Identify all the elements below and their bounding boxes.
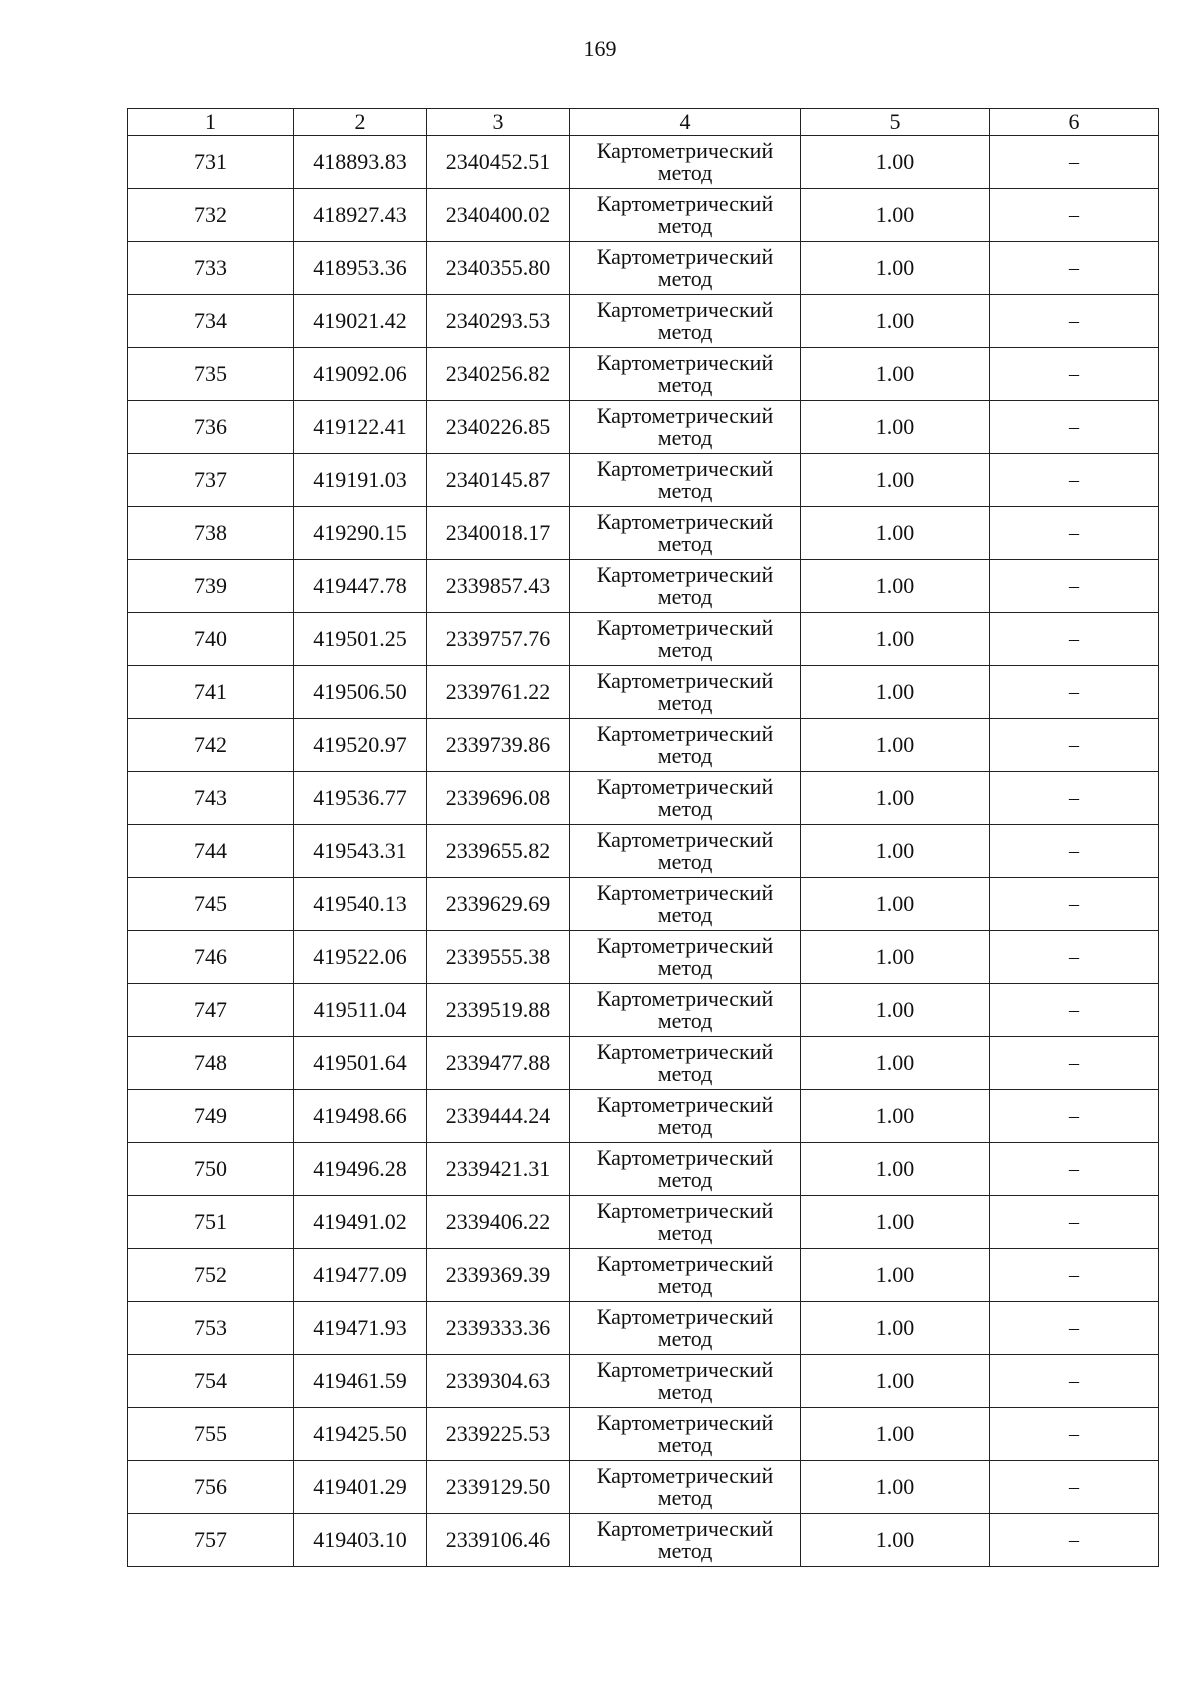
x-coordinate-cell: 419522.06	[294, 931, 427, 984]
method-text-line1: Картометрический	[596, 1516, 774, 1541]
note-cell: –	[990, 1143, 1159, 1196]
accuracy-cell: 1.00	[801, 1302, 990, 1355]
point-number-cell: 733	[128, 242, 294, 295]
accuracy-cell: 1.00	[801, 1355, 990, 1408]
method-text-line1: Картометрический	[596, 1463, 774, 1488]
method-text-line1: Картометрический	[596, 1092, 774, 1117]
x-coordinate-cell: 419122.41	[294, 401, 427, 454]
table-row	[128, 984, 1159, 1037]
point-number-cell: 755	[128, 1408, 294, 1461]
method-cell	[570, 507, 801, 560]
column-header: 3	[427, 109, 570, 136]
accuracy-cell: 1.00	[801, 1196, 990, 1249]
x-coordinate-cell: 419536.77	[294, 772, 427, 825]
table-row	[128, 1196, 1159, 1249]
method-text-line2: метод	[657, 1273, 713, 1298]
method-text-line1: Картометрический	[596, 297, 774, 322]
note-cell: –	[990, 189, 1159, 242]
y-coordinate-cell: 2339304.63	[427, 1355, 570, 1408]
note-cell: –	[990, 1090, 1159, 1143]
y-coordinate-cell: 2339696.08	[427, 772, 570, 825]
y-coordinate-cell: 2340400.02	[427, 189, 570, 242]
method-text-line2: метод	[657, 1008, 713, 1033]
y-coordinate-cell: 2340145.87	[427, 454, 570, 507]
method-text-line1: Картометрический	[596, 1039, 774, 1064]
accuracy-cell: 1.00	[801, 666, 990, 719]
y-coordinate-cell: 2339757.76	[427, 613, 570, 666]
table-row	[128, 1249, 1159, 1302]
method-cell	[570, 666, 801, 719]
y-coordinate-cell: 2339555.38	[427, 931, 570, 984]
table-row	[128, 1090, 1159, 1143]
accuracy-cell: 1.00	[801, 507, 990, 560]
note-cell: –	[990, 295, 1159, 348]
x-coordinate-cell: 419447.78	[294, 560, 427, 613]
x-coordinate-cell: 419471.93	[294, 1302, 427, 1355]
note-cell: –	[990, 719, 1159, 772]
method-text-line2: метод	[657, 584, 713, 609]
method-text-line2: метод	[657, 849, 713, 874]
x-coordinate-cell: 418953.36	[294, 242, 427, 295]
method-cell	[570, 1090, 801, 1143]
point-number-cell: 742	[128, 719, 294, 772]
note-cell: –	[990, 1355, 1159, 1408]
point-number-cell: 740	[128, 613, 294, 666]
point-number-cell: 751	[128, 1196, 294, 1249]
method-text-line2: метод	[657, 319, 713, 344]
table-row	[128, 507, 1159, 560]
method-cell	[570, 454, 801, 507]
method-cell	[570, 1037, 801, 1090]
note-cell: –	[990, 560, 1159, 613]
point-number-cell: 731	[128, 136, 294, 189]
method-cell	[570, 560, 801, 613]
table-row	[128, 878, 1159, 931]
x-coordinate-cell: 419506.50	[294, 666, 427, 719]
table-row	[128, 772, 1159, 825]
point-number-cell: 741	[128, 666, 294, 719]
accuracy-cell: 1.00	[801, 1249, 990, 1302]
accuracy-cell: 1.00	[801, 560, 990, 613]
y-coordinate-cell: 2339406.22	[427, 1196, 570, 1249]
point-number-cell: 749	[128, 1090, 294, 1143]
y-coordinate-cell: 2339421.31	[427, 1143, 570, 1196]
y-coordinate-cell: 2340355.80	[427, 242, 570, 295]
x-coordinate-cell: 419540.13	[294, 878, 427, 931]
note-cell: –	[990, 984, 1159, 1037]
note-cell: –	[990, 136, 1159, 189]
accuracy-cell: 1.00	[801, 454, 990, 507]
accuracy-cell: 1.00	[801, 295, 990, 348]
method-text-line2: метод	[657, 1114, 713, 1139]
coordinates-table	[127, 108, 1159, 1567]
point-number-cell: 739	[128, 560, 294, 613]
method-cell	[570, 348, 801, 401]
table-row	[128, 1461, 1159, 1514]
y-coordinate-cell: 2340018.17	[427, 507, 570, 560]
method-text-line1: Картометрический	[596, 1357, 774, 1382]
method-text-line1: Картометрический	[596, 562, 774, 587]
accuracy-cell: 1.00	[801, 825, 990, 878]
method-text-line2: метод	[657, 1379, 713, 1404]
y-coordinate-cell: 2339519.88	[427, 984, 570, 1037]
note-cell: –	[990, 613, 1159, 666]
accuracy-cell: 1.00	[801, 1090, 990, 1143]
point-number-cell: 732	[128, 189, 294, 242]
table-row	[128, 560, 1159, 613]
x-coordinate-cell: 418893.83	[294, 136, 427, 189]
method-text-line2: метод	[657, 1061, 713, 1086]
method-text-line2: метод	[657, 213, 713, 238]
accuracy-cell: 1.00	[801, 1143, 990, 1196]
accuracy-cell: 1.00	[801, 984, 990, 1037]
point-number-cell: 735	[128, 348, 294, 401]
page-number: 169	[583, 36, 617, 61]
point-number-cell: 747	[128, 984, 294, 1037]
y-coordinate-cell: 2339655.82	[427, 825, 570, 878]
column-header: 1	[128, 109, 294, 136]
table-body	[128, 136, 1159, 1567]
column-header: 2	[294, 109, 427, 136]
point-number-cell: 745	[128, 878, 294, 931]
note-cell: –	[990, 1461, 1159, 1514]
x-coordinate-cell: 419491.02	[294, 1196, 427, 1249]
x-coordinate-cell: 419401.29	[294, 1461, 427, 1514]
table-row	[128, 348, 1159, 401]
y-coordinate-cell: 2339333.36	[427, 1302, 570, 1355]
note-cell: –	[990, 1302, 1159, 1355]
method-cell	[570, 1143, 801, 1196]
column-header: 5	[801, 109, 990, 136]
method-text-line1: Картометрический	[596, 138, 774, 163]
x-coordinate-cell: 418927.43	[294, 189, 427, 242]
method-cell	[570, 931, 801, 984]
method-text-line2: метод	[657, 160, 713, 185]
point-number-cell: 757	[128, 1514, 294, 1567]
method-text-line1: Картометрический	[596, 1198, 774, 1223]
y-coordinate-cell: 2339629.69	[427, 878, 570, 931]
method-text-line2: метод	[657, 1432, 713, 1457]
x-coordinate-cell: 419511.04	[294, 984, 427, 1037]
point-number-cell: 750	[128, 1143, 294, 1196]
point-number-cell: 743	[128, 772, 294, 825]
method-text-line1: Картометрический	[596, 1410, 774, 1435]
method-text-line2: метод	[657, 955, 713, 980]
method-text-line2: метод	[657, 743, 713, 768]
note-cell: –	[990, 1249, 1159, 1302]
accuracy-cell: 1.00	[801, 136, 990, 189]
x-coordinate-cell: 419543.31	[294, 825, 427, 878]
method-text-line1: Картометрический	[596, 880, 774, 905]
point-number-cell: 752	[128, 1249, 294, 1302]
table-row	[128, 1037, 1159, 1090]
y-coordinate-cell: 2340226.85	[427, 401, 570, 454]
y-coordinate-cell: 2339225.53	[427, 1408, 570, 1461]
x-coordinate-cell: 419461.59	[294, 1355, 427, 1408]
table-row	[128, 719, 1159, 772]
method-text-line1: Картометрический	[596, 721, 774, 746]
table-row	[128, 189, 1159, 242]
table-row	[128, 1143, 1159, 1196]
method-cell	[570, 878, 801, 931]
x-coordinate-cell: 419498.66	[294, 1090, 427, 1143]
note-cell: –	[990, 931, 1159, 984]
point-number-cell: 753	[128, 1302, 294, 1355]
table-row	[128, 136, 1159, 189]
method-text-line1: Картометрический	[596, 668, 774, 693]
method-text-line1: Картометрический	[596, 1145, 774, 1170]
method-text-line1: Картометрический	[596, 191, 774, 216]
y-coordinate-cell: 2339761.22	[427, 666, 570, 719]
note-cell: –	[990, 825, 1159, 878]
table-row	[128, 454, 1159, 507]
accuracy-cell: 1.00	[801, 772, 990, 825]
accuracy-cell: 1.00	[801, 878, 990, 931]
x-coordinate-cell: 419496.28	[294, 1143, 427, 1196]
note-cell: –	[990, 1408, 1159, 1461]
method-text-line2: метод	[657, 902, 713, 927]
table-row	[128, 1302, 1159, 1355]
note-cell: –	[990, 348, 1159, 401]
point-number-cell: 754	[128, 1355, 294, 1408]
method-text-line2: метод	[657, 690, 713, 715]
method-text-line1: Картометрический	[596, 403, 774, 428]
y-coordinate-cell: 2339739.86	[427, 719, 570, 772]
x-coordinate-cell: 419191.03	[294, 454, 427, 507]
column-header: 6	[990, 109, 1159, 136]
method-cell	[570, 1461, 801, 1514]
table-row	[128, 1355, 1159, 1408]
x-coordinate-cell: 419425.50	[294, 1408, 427, 1461]
table-row	[128, 666, 1159, 719]
header-row	[128, 109, 1159, 136]
method-text-line1: Картометрический	[596, 827, 774, 852]
method-text-line1: Картометрический	[596, 244, 774, 269]
method-text-line2: метод	[657, 1167, 713, 1192]
y-coordinate-cell: 2339857.43	[427, 560, 570, 613]
table-row	[128, 613, 1159, 666]
method-text-line1: Картометрический	[596, 1251, 774, 1276]
point-number-cell: 736	[128, 401, 294, 454]
method-cell	[570, 1302, 801, 1355]
y-coordinate-cell: 2340452.51	[427, 136, 570, 189]
y-coordinate-cell: 2339369.39	[427, 1249, 570, 1302]
note-cell: –	[990, 1514, 1159, 1567]
note-cell: –	[990, 666, 1159, 719]
y-coordinate-cell: 2339477.88	[427, 1037, 570, 1090]
accuracy-cell: 1.00	[801, 401, 990, 454]
table-row	[128, 1408, 1159, 1461]
note-cell: –	[990, 454, 1159, 507]
method-text-line2: метод	[657, 1485, 713, 1510]
accuracy-cell: 1.00	[801, 1037, 990, 1090]
y-coordinate-cell: 2339444.24	[427, 1090, 570, 1143]
method-text-line1: Картометрический	[596, 456, 774, 481]
x-coordinate-cell: 419477.09	[294, 1249, 427, 1302]
method-text-line2: метод	[657, 372, 713, 397]
method-text-line2: метод	[657, 1220, 713, 1245]
accuracy-cell: 1.00	[801, 189, 990, 242]
method-cell	[570, 984, 801, 1037]
table-row	[128, 1514, 1159, 1567]
note-cell: –	[990, 507, 1159, 560]
x-coordinate-cell: 419520.97	[294, 719, 427, 772]
y-coordinate-cell: 2340293.53	[427, 295, 570, 348]
method-cell	[570, 1196, 801, 1249]
table-row	[128, 825, 1159, 878]
method-cell	[570, 1249, 801, 1302]
method-text-line2: метод	[657, 637, 713, 662]
x-coordinate-cell: 419403.10	[294, 1514, 427, 1567]
method-cell	[570, 295, 801, 348]
x-coordinate-cell: 419501.25	[294, 613, 427, 666]
method-text-line2: метод	[657, 796, 713, 821]
table-row	[128, 295, 1159, 348]
accuracy-cell: 1.00	[801, 613, 990, 666]
method-cell	[570, 401, 801, 454]
method-cell	[570, 825, 801, 878]
x-coordinate-cell: 419290.15	[294, 507, 427, 560]
method-cell	[570, 1408, 801, 1461]
accuracy-cell: 1.00	[801, 1461, 990, 1514]
table-row	[128, 242, 1159, 295]
note-cell: –	[990, 878, 1159, 931]
method-text-line2: метод	[657, 531, 713, 556]
method-cell	[570, 613, 801, 666]
method-text-line2: метод	[657, 1538, 713, 1563]
method-text-line2: метод	[657, 478, 713, 503]
accuracy-cell: 1.00	[801, 348, 990, 401]
table-row	[128, 401, 1159, 454]
method-text-line2: метод	[657, 1326, 713, 1351]
point-number-cell: 737	[128, 454, 294, 507]
x-coordinate-cell: 419092.06	[294, 348, 427, 401]
accuracy-cell: 1.00	[801, 242, 990, 295]
method-text-line1: Картометрический	[596, 1304, 774, 1329]
y-coordinate-cell: 2339129.50	[427, 1461, 570, 1514]
table-row	[128, 931, 1159, 984]
method-text-line1: Картометрический	[596, 774, 774, 799]
method-text-line1: Картометрический	[596, 986, 774, 1011]
method-text-line2: метод	[657, 266, 713, 291]
x-coordinate-cell: 419501.64	[294, 1037, 427, 1090]
method-text-line1: Картометрический	[596, 350, 774, 375]
note-cell: –	[990, 772, 1159, 825]
method-cell	[570, 242, 801, 295]
point-number-cell: 746	[128, 931, 294, 984]
method-text-line1: Картометрический	[596, 933, 774, 958]
accuracy-cell: 1.00	[801, 1408, 990, 1461]
accuracy-cell: 1.00	[801, 1514, 990, 1567]
x-coordinate-cell: 419021.42	[294, 295, 427, 348]
y-coordinate-cell: 2340256.82	[427, 348, 570, 401]
point-number-cell: 738	[128, 507, 294, 560]
accuracy-cell: 1.00	[801, 719, 990, 772]
method-text-line2: метод	[657, 425, 713, 450]
accuracy-cell: 1.00	[801, 931, 990, 984]
point-number-cell: 734	[128, 295, 294, 348]
note-cell: –	[990, 242, 1159, 295]
method-cell	[570, 136, 801, 189]
column-header: 4	[570, 109, 801, 136]
method-text-line1: Картометрический	[596, 615, 774, 640]
point-number-cell: 756	[128, 1461, 294, 1514]
method-cell	[570, 189, 801, 242]
method-cell	[570, 719, 801, 772]
method-cell	[570, 1514, 801, 1567]
method-cell	[570, 772, 801, 825]
method-cell	[570, 1355, 801, 1408]
point-number-cell: 744	[128, 825, 294, 878]
note-cell: –	[990, 401, 1159, 454]
method-text-line1: Картометрический	[596, 509, 774, 534]
point-number-cell: 748	[128, 1037, 294, 1090]
y-coordinate-cell: 2339106.46	[427, 1514, 570, 1567]
note-cell: –	[990, 1037, 1159, 1090]
table-header	[128, 109, 1159, 136]
note-cell: –	[990, 1196, 1159, 1249]
